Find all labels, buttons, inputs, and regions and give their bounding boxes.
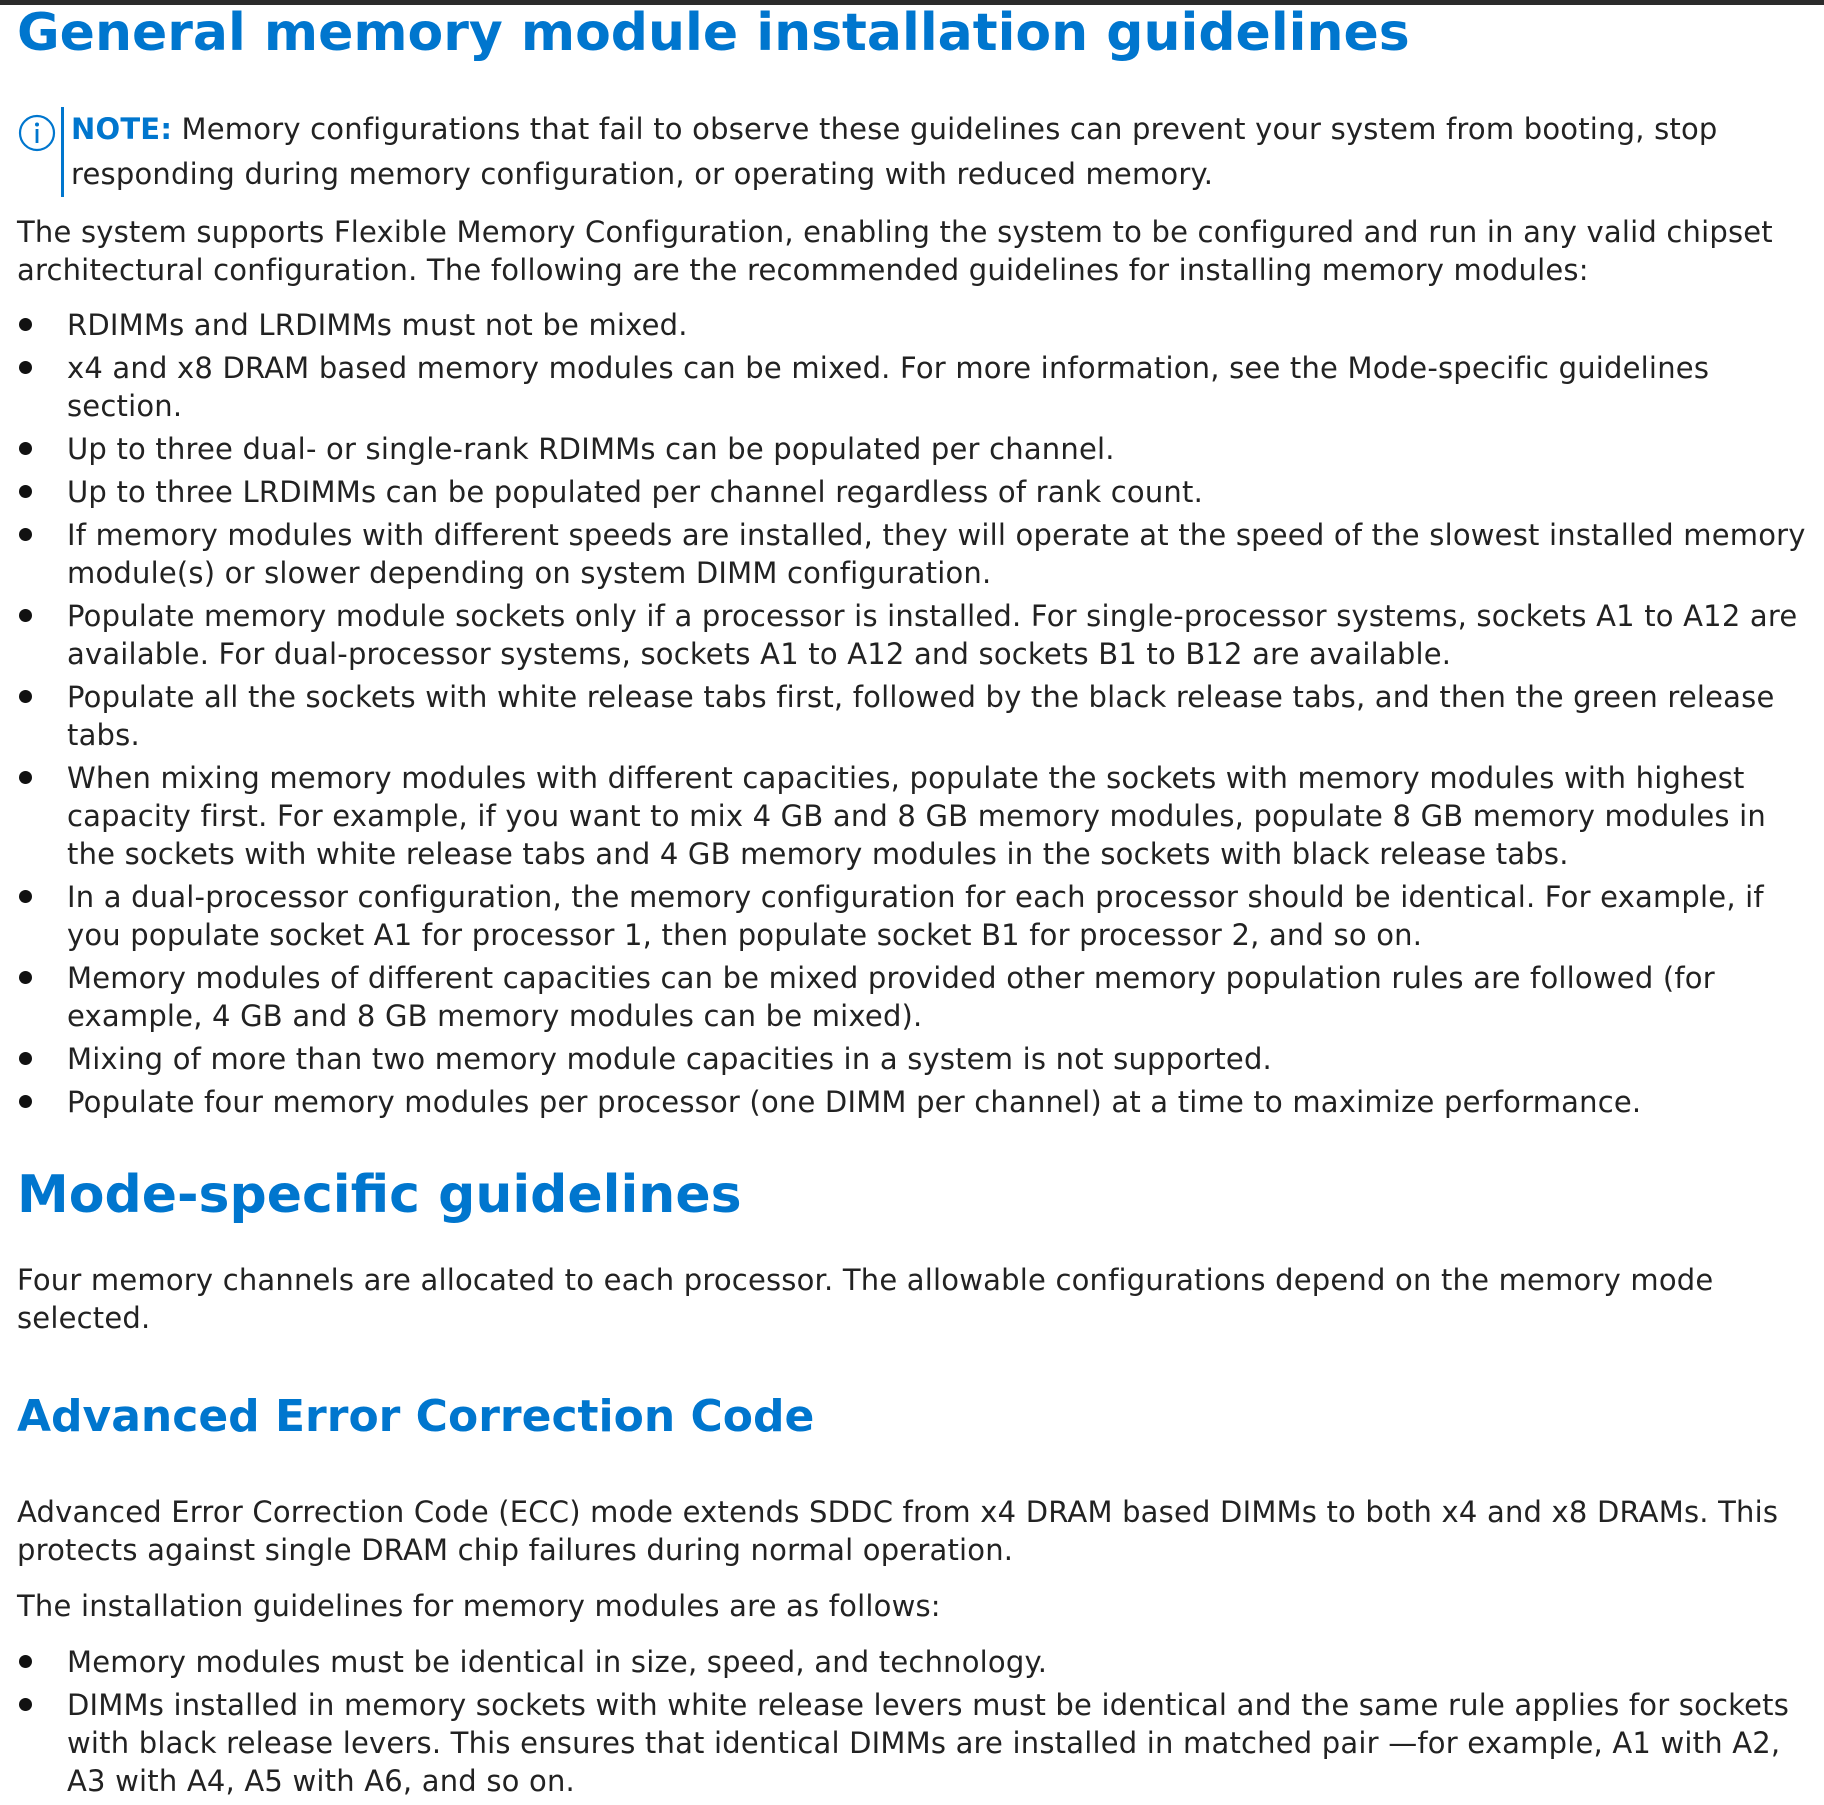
heading-advanced-ecc: Advanced Error Correction Code [17, 1391, 815, 1442]
list-item-text: Up to three dual- or single-rank RDIMMs can be populated per channel. [67, 432, 1115, 466]
info-icon [17, 113, 57, 153]
list-item [17, 349, 1807, 425]
list-item [17, 1686, 1807, 1800]
list-item-text: RDIMMs and LRDIMMs must not be mixed. [67, 308, 688, 342]
list-item [17, 1643, 1807, 1681]
heading-general-guidelines: General memory module installation guidelines [17, 3, 1410, 63]
note-body: Memory configurations that fail to observe these guidelines can prevent your system from booting, stop responding during memory configuration, or operating with reduced memory. [71, 112, 1718, 191]
bullet-icon [19, 890, 32, 903]
bullet-icon [19, 609, 32, 622]
list-item-text: x4 and x8 DRAM based memory modules can be mixed. For more information, see the Mode-specific guidelines section. [67, 351, 1710, 423]
bullet-icon [19, 361, 32, 374]
list-item-text: Populate memory module sockets only if a processor is installed. For single-processor systems, sockets A1 to A12 are available. For dual-processor systems, sockets A1 to A12 and sockets B1 to B12 are available. [67, 599, 1798, 671]
list-item [17, 430, 1807, 468]
list-item-text: DIMMs installed in memory sockets with white release levers must be identical and the same rule applies for sockets with black release levers. This ensures that identical DIMMs are installed in matched pair —for example, A1 with A2, A3 with A4, A5 with A6, and so on. [67, 1688, 1790, 1798]
aecc-guidelines-intro: The installation guidelines for memory modules are as follows: [17, 1589, 941, 1623]
list-item [17, 597, 1807, 673]
bullet-icon [19, 1095, 32, 1108]
bullet-icon [19, 442, 32, 455]
bullet-icon [19, 971, 32, 984]
general-intro-paragraph: The system supports Flexible Memory Configuration, enabling the system to be configured and run in any valid chipset architectural configuration. The following are the recommended guidelines for installing memory modules: [17, 215, 1773, 287]
list-item-text: Up to three LRDIMMs can be populated per channel regardless of rank count. [67, 475, 1203, 509]
note-divider [61, 107, 64, 197]
note-box [17, 107, 1807, 197]
note-label: NOTE: [71, 112, 173, 146]
list-item [17, 759, 1807, 873]
general-guidelines-list [17, 306, 1807, 1121]
list-item-text: Memory modules of different capacities can be mixed provided other memory population rules are followed (for example, 4 GB and 8 GB memory modules can be mixed). [67, 961, 1715, 1033]
heading-mode-specific: Mode-specific guidelines [17, 1165, 742, 1225]
note-text [71, 107, 1807, 197]
bullet-icon [19, 1052, 32, 1065]
bullet-icon [19, 1698, 32, 1711]
list-item-text: Populate four memory modules per processor (one DIMM per channel) at a time to maximize performance. [67, 1085, 1642, 1119]
bullet-icon [19, 528, 32, 541]
list-item-text: When mixing memory modules with different capacities, populate the sockets with memory modules with highest capacity first. For example, if you want to mix 4 GB and 8 GB memory modules, populate 8 GB memory modules in the sockets with white release tabs and 4 GB memory modules in the sockets with black release tabs. [67, 761, 1766, 871]
list-item [17, 473, 1807, 511]
list-item [17, 959, 1807, 1035]
bullet-icon [19, 690, 32, 703]
bullet-icon [19, 318, 32, 331]
aecc-guidelines-list [17, 1643, 1807, 1800]
list-item-text: Populate all the sockets with white release tabs first, followed by the black release tabs, and then the green release tabs. [67, 680, 1775, 752]
list-item [17, 1083, 1807, 1121]
list-item [17, 678, 1807, 754]
document-page [17, 0, 1807, 1805]
mode-paragraph: Four memory channels are allocated to each processor. The allowable configurations depend on the memory mode selected. [17, 1263, 1714, 1335]
list-item-text: Mixing of more than two memory module capacities in a system is not supported. [67, 1042, 1272, 1076]
bullet-icon [19, 771, 32, 784]
list-item-text: If memory modules with different speeds are installed, they will operate at the speed of the slowest installed memory module(s) or slower depending on system DIMM configuration. [67, 518, 1806, 590]
bullet-icon [19, 485, 32, 498]
bullet-icon [19, 1655, 32, 1668]
list-item-text: In a dual-processor configuration, the memory configuration for each processor should be identical. For example, if you populate socket A1 for processor 1, then populate socket B1 for processor 2, and so on. [67, 880, 1764, 952]
list-item [17, 306, 1807, 344]
list-item [17, 878, 1807, 954]
list-item [17, 1040, 1807, 1078]
aecc-paragraph: Advanced Error Correction Code (ECC) mode extends SDDC from x4 DRAM based DIMMs to both x4 and x8 DRAMs. This protects against single DRAM chip failures during normal operation. [17, 1495, 1779, 1567]
list-item [17, 516, 1807, 592]
list-item-text: Memory modules must be identical in size, speed, and technology. [67, 1645, 1048, 1679]
note-icon-container [17, 107, 61, 157]
